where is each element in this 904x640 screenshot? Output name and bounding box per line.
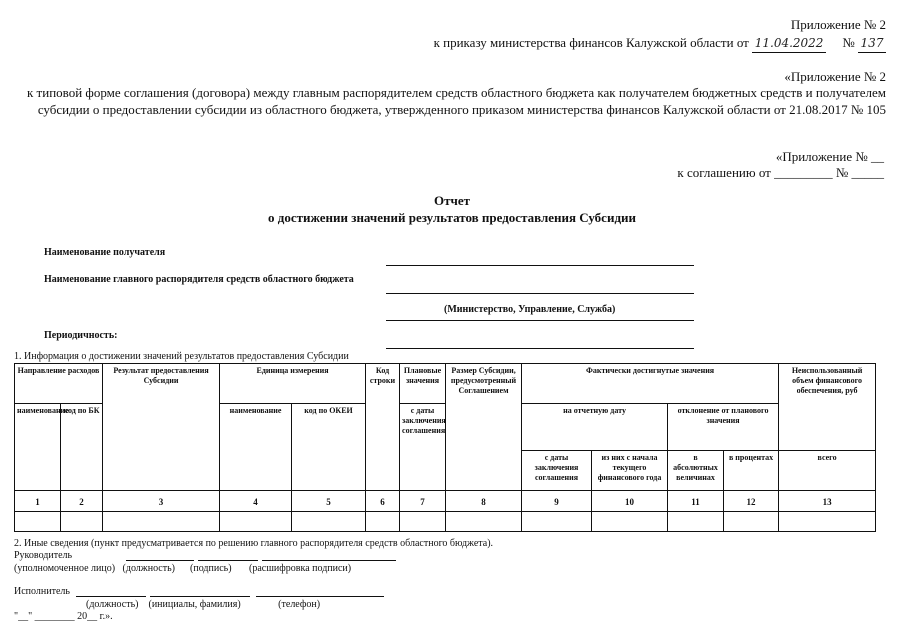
th-since-agreement: с даты заключения соглашения <box>522 451 592 491</box>
table-cell[interactable] <box>292 512 366 532</box>
th-actual-values: Фактически достигнутые значения <box>522 364 779 404</box>
appendix-quote: «Приложение № 2 <box>784 69 886 84</box>
order-no-handwritten: 137 <box>858 35 886 53</box>
order-no-label: № <box>842 35 855 50</box>
executor-phone-line[interactable] <box>256 596 384 597</box>
col-number: 9 <box>522 491 592 512</box>
table-cell[interactable] <box>522 512 592 532</box>
report-title: Отчет <box>434 193 470 208</box>
th-report-date: на отчетную дату <box>522 404 668 451</box>
order-date-handwritten: 11.04.2022 <box>752 35 826 53</box>
agreement-reference: к соглашению от _________ № _____ <box>677 165 884 180</box>
periodicity-label: Периодичность: <box>44 330 118 341</box>
th-unit-name: наименование <box>220 404 292 491</box>
executor-name-line[interactable] <box>150 596 250 597</box>
section-1-title: 1. Информация о достижении значений результатов предоставления Субсидии <box>14 351 349 362</box>
distributor-hint: (Министерство, Управление, Служба) <box>444 304 616 315</box>
col-number: 10 <box>592 491 668 512</box>
th-subsidy-size: Размер Субсидии, предусмотренный Соглашением <box>446 364 522 491</box>
th-percent: в процентах <box>724 451 779 491</box>
order-reference <box>434 34 886 53</box>
th-bk-code: код по БК <box>61 404 103 491</box>
th-direction: Направление расходов <box>15 364 103 404</box>
col-number: 7 <box>400 491 446 512</box>
table-row <box>15 512 876 532</box>
executor-label: Исполнитель <box>14 586 70 597</box>
results-table <box>14 363 876 532</box>
date-line: "__" ________ 20__ г.». <box>14 611 113 622</box>
table-cell[interactable] <box>592 512 668 532</box>
executor-hints: (должность) (инициалы, фамилия) (телефон) <box>86 599 321 610</box>
col-number: 8 <box>446 491 522 512</box>
head-signature-line[interactable] <box>198 560 258 561</box>
appendix-title: Приложение № 2 <box>790 17 886 32</box>
recipient-line[interactable] <box>386 265 694 266</box>
th-since-year-start: из них с начала текущего финансового года <box>592 451 668 491</box>
table-cell[interactable] <box>668 512 724 532</box>
col-number: 12 <box>724 491 779 512</box>
table-cell[interactable] <box>61 512 103 532</box>
executor-position-line[interactable] <box>76 596 146 597</box>
distributor-label: Наименование главного распорядителя средств областного бюджета <box>44 274 354 285</box>
th-planned: Плановые значения <box>400 364 446 404</box>
recipient-label: Наименование получателя <box>44 247 166 258</box>
th-name: наименование <box>15 404 61 491</box>
col-number: 2 <box>61 491 103 512</box>
appendix-blank: «Приложение № __ <box>775 149 884 164</box>
table-cell[interactable] <box>446 512 522 532</box>
table-cell[interactable] <box>103 512 220 532</box>
table-cell[interactable] <box>15 512 61 532</box>
th-total: всего <box>779 451 876 491</box>
th-absolute: в абсолютных величинах <box>668 451 724 491</box>
table-cell[interactable] <box>400 512 446 532</box>
head-name-line[interactable] <box>262 560 396 561</box>
th-result: Результат предоставления Субсидии <box>103 364 220 491</box>
col-number: 1 <box>15 491 61 512</box>
head-position-line[interactable] <box>126 560 194 561</box>
report-subtitle: о достижении значений результатов предоставления Субсидии <box>268 210 636 225</box>
th-unit: Единица измерения <box>220 364 366 404</box>
col-number: 3 <box>103 491 220 512</box>
distributor-line[interactable] <box>386 293 694 294</box>
table-cell[interactable] <box>366 512 400 532</box>
col-number: 13 <box>779 491 876 512</box>
form-reference: к типовой форме соглашения (договора) между главным распорядителем средств областного бюджета как получателем бюджетных средств и получателем субсидии о предоставлении субсидии из областного бюджета, утвержденного приказом министерства финансов Калужской области от 21.08.2017 № 105 <box>26 85 886 117</box>
th-from-agreement-date: с даты заключения соглашения <box>400 404 446 491</box>
order-ref-text: к приказу министерства финансов Калужской области от <box>433 35 749 50</box>
periodicity-line[interactable] <box>386 348 694 349</box>
head-hints: (уполномоченное лицо) (должность) (подпись) (расшифровка подписи) <box>14 563 352 574</box>
col-number: 5 <box>292 491 366 512</box>
table-cell[interactable] <box>724 512 779 532</box>
th-unused-amount: Неиспользованный объем финансового обеспечения, руб <box>779 364 876 451</box>
col-number: 11 <box>668 491 724 512</box>
table-cell[interactable] <box>779 512 876 532</box>
col-number: 4 <box>220 491 292 512</box>
th-okei-code: код по ОКЕИ <box>292 404 366 491</box>
section-2-text: 2. Иные сведения (пункт предусматривается по решению главного распорядителя средств областного бюджета). <box>14 538 494 549</box>
head-label: Руководитель <box>14 550 73 561</box>
distributor-line-2[interactable] <box>386 320 694 321</box>
th-row-code: Код строки <box>366 364 400 491</box>
table-cell[interactable] <box>220 512 292 532</box>
col-number: 6 <box>366 491 400 512</box>
th-deviation: отклонение от планового значения <box>668 404 779 451</box>
